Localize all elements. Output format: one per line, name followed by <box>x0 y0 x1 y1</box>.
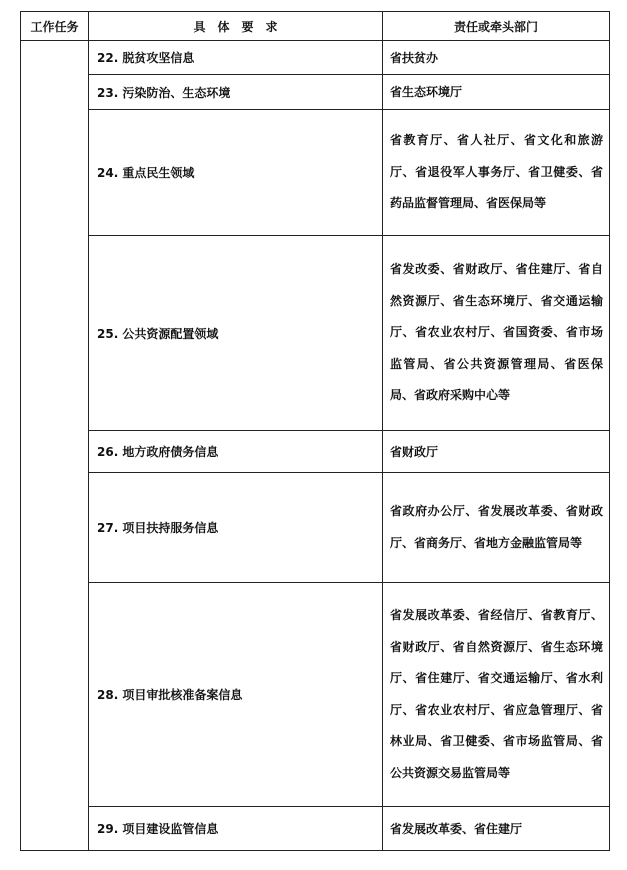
department-cell: 省发改委、省财政厅、省住建厅、省自然资源厅、省生态环境厅、省交通运输厅、省农业农村厅、省国资委、省市场监管局、省公共资源管理局、省医保局、省政府采购中心等 <box>383 236 610 431</box>
table-row <box>21 807 610 851</box>
table-row <box>21 473 610 583</box>
department-cell: 省发展改革委、省经信厅、省教育厅、省财政厅、省自然资源厅、省生态环境厅、省住建厅、省交通运输厅、省水利厅、省农业农村厅、省应急管理厅、省林业局、省卫健委、省市场监管局、省公共资源交易监管局等 <box>383 583 610 807</box>
table-row <box>21 236 610 431</box>
requirement-cell: 22. 脱贫攻坚信息 <box>89 41 383 75</box>
table-row <box>21 431 610 473</box>
table-header-row <box>21 12 610 41</box>
department-cell: 省政府办公厅、省发展改革委、省财政厅、省商务厅、省地方金融监管局等 <box>383 473 610 583</box>
requirement-cell: 24. 重点民生领域 <box>89 110 383 236</box>
requirement-cell: 23. 污染防治、生态环境 <box>89 75 383 110</box>
header-requirement: 具 体 要 求 <box>89 12 383 41</box>
table-row <box>21 583 610 807</box>
table-row <box>21 75 610 110</box>
department-cell: 省生态环境厅 <box>383 75 610 110</box>
table-row <box>21 110 610 236</box>
requirement-cell: 29. 项目建设监管信息 <box>89 807 383 851</box>
requirement-cell: 28. 项目审批核准备案信息 <box>89 583 383 807</box>
department-cell: 省扶贫办 <box>383 41 610 75</box>
department-cell: 省教育厅、省人社厅、省文化和旅游厅、省退役军人事务厅、省卫健委、省药品监督管理局、省医保局等 <box>383 110 610 236</box>
department-cell: 省财政厅 <box>383 431 610 473</box>
responsibility-table <box>20 11 610 851</box>
header-task: 工作任务 <box>21 12 89 41</box>
header-department: 责任或牵头部门 <box>383 12 610 41</box>
table-row <box>21 41 610 75</box>
requirement-cell: 26. 地方政府债务信息 <box>89 431 383 473</box>
requirement-cell: 27. 项目扶持服务信息 <box>89 473 383 583</box>
department-cell: 省发展改革委、省住建厅 <box>383 807 610 851</box>
task-cell <box>21 41 89 851</box>
requirement-cell: 25. 公共资源配置领域 <box>89 236 383 431</box>
